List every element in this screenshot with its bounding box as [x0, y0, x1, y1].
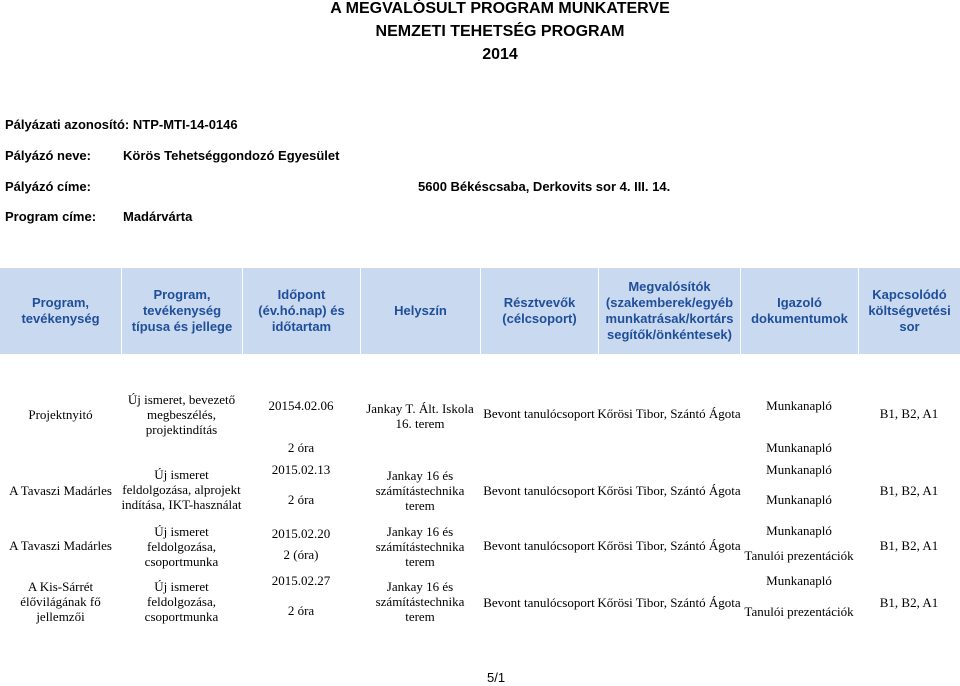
- row3-idotartam: 2 (óra): [283, 546, 319, 562]
- row2-program: A Tavaszi Madárles: [9, 482, 112, 498]
- row1-tipus: Új ismeret, bevezető megbeszélés, projektindítás: [127, 391, 236, 437]
- row4-helyszin: Jankay 16 és számítástechnika terem: [375, 578, 465, 624]
- header-sor: Kapcsolódó költségvetési sor: [858, 268, 960, 354]
- program-name: NEMZETI TEHETSÉG PROGRAM: [375, 23, 625, 40]
- row2-sor: B1, B2, A1: [879, 482, 939, 498]
- row4-megvalositok: Kőrösi Tibor, Szántó Ágota: [597, 594, 741, 610]
- row2-megvalositok: Kőrösi Tibor, Szántó Ágota: [597, 482, 741, 498]
- row2-igazolo-2: Munkanapló: [766, 491, 832, 507]
- row4-igazolo-1: Munkanapló: [766, 572, 832, 588]
- row3-igazolo-1: Munkanapló: [766, 522, 832, 538]
- row2-idotartam: 2 óra: [287, 491, 315, 507]
- year: 2014: [482, 46, 518, 63]
- nev-label: Pályázó neve:: [5, 148, 91, 163]
- row3-program: A Tavaszi Madárles: [9, 537, 112, 553]
- row1-program: Projektnyitó: [28, 406, 93, 422]
- row4-idotartam: 2 óra: [287, 602, 315, 618]
- page-number: 5/1: [487, 670, 506, 685]
- row3-megvalositok: Kőrösi Tibor, Szántó Ágota: [597, 537, 741, 553]
- row4-igazolo-2: Tanulói prezentációk: [744, 603, 854, 619]
- row4-program: A Kis-Sárrét élővilágának fő jellemzői: [20, 578, 101, 624]
- header-program: Program, tevékenység: [21, 295, 100, 326]
- row1-megvalositok: Kőrösi Tibor, Szántó Ágota: [597, 405, 741, 421]
- cim-label: Pályázó címe:: [5, 179, 91, 194]
- row2-igazolo-1: Munkanapló: [766, 461, 832, 477]
- program-label: Program címe:: [5, 209, 97, 224]
- header-idopont: Időpont (év.hó.nap) és időtartam: [242, 268, 360, 354]
- row3-tipus: Új ismeret feldolgozása, csoportmunka: [144, 523, 219, 569]
- header-megvalositok: Megvalósítók (szakemberek/egyéb munkatrásak/kortárs segítők/önkéntesek): [598, 268, 740, 354]
- header-resztvevok: Résztvevők (célcsoport): [480, 268, 598, 354]
- header-helyszin: Helyszín: [360, 268, 480, 354]
- row3-resztvevok: Bevont tanulócsoport: [483, 537, 595, 553]
- row2-tipus: Új ismeret feldolgozása, alprojekt indítása, IKT-használat: [121, 466, 242, 512]
- row4-sor: B1, B2, A1: [879, 594, 939, 610]
- row3-helyszin: Jankay 16 és számítástechnika terem: [375, 523, 465, 569]
- document-title: A MEGVALÓSULT PROGRAM MUNKATERVE: [330, 0, 670, 17]
- row1-helyszin: Jankay T. Ált. Iskola 16. terem: [366, 401, 474, 431]
- row1-idotartam: 2 óra: [287, 439, 315, 455]
- row1-sor: B1, B2, A1: [879, 405, 939, 421]
- row3-idopont: 2015.02.20: [271, 525, 331, 541]
- row1-resztvevok: Bevont tanulócsoport: [483, 405, 595, 421]
- row1-igazolo-1: Munkanapló: [766, 397, 832, 413]
- cim-value: 5600 Békéscsaba, Derkovits sor 4. III. 14.: [418, 179, 671, 194]
- header-tipus: Program, tevékenység típusa és jellege: [121, 268, 242, 354]
- row2-resztvevok: Bevont tanulócsoport: [483, 482, 595, 498]
- nev-value: Körös Tehetséggondozó Egyesület: [123, 148, 340, 163]
- row3-igazolo-2: Tanulói prezentációk: [744, 547, 854, 563]
- row2-idopont: 2015.02.13: [271, 461, 331, 477]
- row1-idopont: 20154.02.06: [268, 397, 334, 413]
- row4-resztvevok: Bevont tanulócsoport: [483, 594, 595, 610]
- row3-sor: B1, B2, A1: [879, 537, 939, 553]
- row2-helyszin: Jankay 16 és számítástechnika terem: [375, 467, 465, 513]
- row4-idopont: 2015.02.27: [271, 572, 331, 588]
- azonosito: Pályázati azonosító: NTP-MTI-14-0146: [5, 117, 238, 132]
- program-value: Madárvárta: [123, 209, 193, 224]
- header-igazolo: Igazoló dokumentumok: [740, 268, 858, 354]
- row4-tipus: Új ismeret feldolgozása, csoportmunka: [144, 578, 219, 624]
- row1-igazolo-2: Munkanapló: [766, 439, 832, 455]
